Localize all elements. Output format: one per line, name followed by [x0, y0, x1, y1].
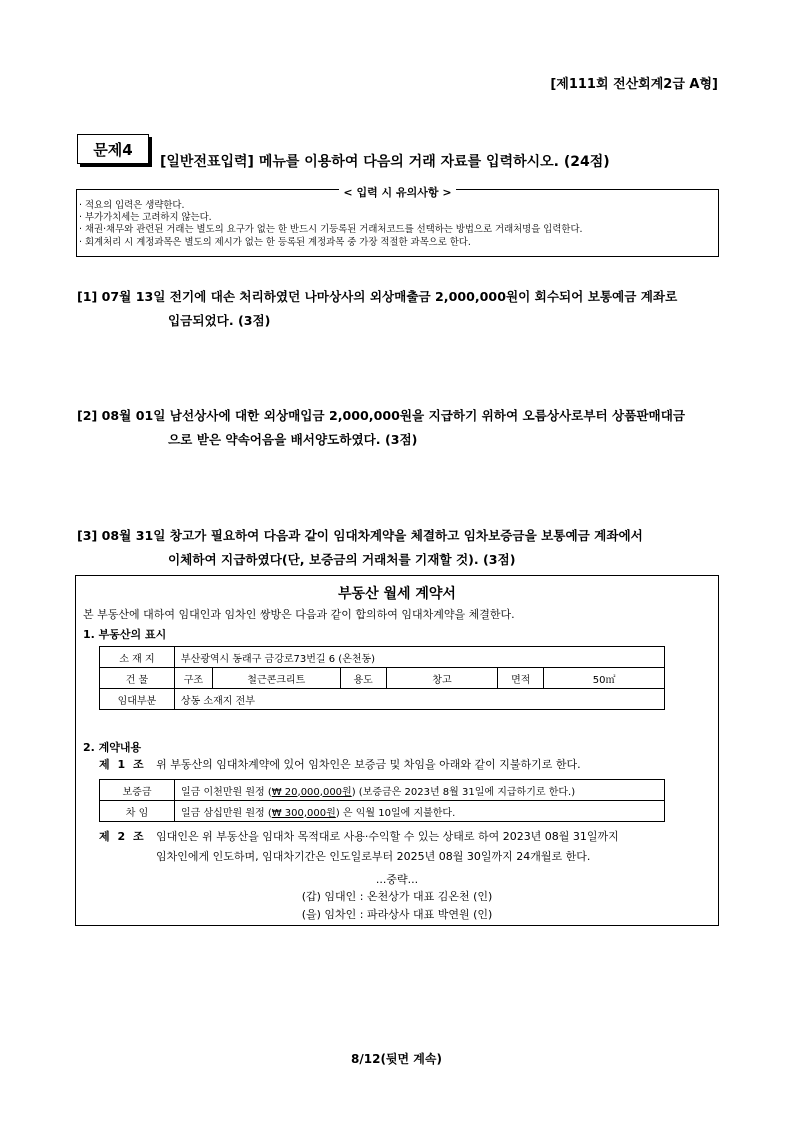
article-2-line2: 임차인에게 인도하며, 임대차기간은 인도일로부터 2025년 08월 30일까지 24개월로 한다.: [156, 850, 591, 863]
rent-amount: ₩ 300,000원: [271, 807, 336, 819]
problem-1: [77, 285, 677, 333]
deposit-value: [175, 780, 665, 801]
area-value: 50㎡: [544, 668, 665, 689]
rent-suffix: ) 은 익월 10일에 지불한다.: [335, 807, 456, 819]
lessee-signature: (을) 임차인 : 파라상사 대표 박연원 (인): [301, 908, 493, 921]
table-row: [100, 668, 665, 689]
article-2-label: 제 2 조: [99, 830, 146, 843]
problem-2-line1: [2] 08월 01일 남선상사에 대한 외상매입금 2,000,000원을 지급하기 위하여 오름상사로부터 상품판매대금: [77, 408, 686, 423]
payment-table: [99, 779, 665, 822]
question-number-box: [77, 134, 149, 164]
location-label: 소 재 지: [100, 647, 175, 668]
note-item: · 회계처리 시 계정과목은 별도의 제시가 없는 한 등록된 계정과목 중 가장 적절한 과목으로 한다.: [79, 236, 471, 248]
article-1: [99, 755, 581, 775]
lease-contract: [75, 575, 719, 926]
contract-title: 부동산 월세 계약서: [338, 586, 456, 602]
note-item: · 적요의 입력은 생략한다.: [79, 200, 185, 211]
rent-value: [175, 801, 665, 822]
problem-1-line1: [1] 07월 13일 전기에 대손 처리하였던 나마상사의 외상매출금 2,000,000원이 회수되어 보통예금 계좌로: [77, 289, 678, 304]
note-item: · 채권·채무와 관련된 거래는 별도의 요구가 없는 한 반드시 기등록된 거래처코드를 선택하는 방법으로 거래처명을 입력한다.: [79, 224, 583, 236]
article-2-line1: 임대인은 위 부동산을 임대차 목적대로 사용·수익할 수 있는 상태로 하여 2023년 08월 31일까지: [156, 830, 619, 843]
property-table: [99, 646, 665, 710]
problem-3-line1: [3] 08월 31일 창고가 필요하여 다음과 같이 임대차계약을 체결하고 임차보증금을 보통예금 계좌에서: [77, 528, 643, 543]
table-row: [100, 647, 665, 668]
exam-tag: [제111회 전산회계2급 A형]: [550, 77, 718, 92]
article-1-label: 제 1 조: [99, 758, 146, 771]
section-terms: 2. 계약내용: [83, 741, 142, 754]
deposit-amount: ₩ 20,000,000원: [271, 786, 352, 798]
area-label: 면적: [498, 668, 544, 689]
omitted-text: ...중략...: [375, 873, 419, 886]
input-notes-box: [76, 186, 719, 257]
section-property: 1. 부동산의 표시: [83, 628, 167, 641]
problem-2-line2: 으로 받은 약속어음을 배서양도하였다. (3점): [168, 432, 418, 447]
location-value: 부산광역시 동래구 금강로73번길 6 (온천동): [174, 647, 664, 668]
lease-part-value: 상동 소재지 전부: [174, 689, 664, 710]
article-1-text: 위 부동산의 임대차계약에 있어 임차인은 보증금 및 차임을 아래와 같이 지불하기로 한다.: [156, 758, 581, 771]
problem-2: [77, 404, 685, 452]
deposit-prefix: 일금 이천만원 원정 (: [181, 786, 272, 798]
question-number: 문제4: [93, 140, 133, 159]
rent-prefix: 일금 삼십만원 원정 (: [181, 807, 272, 819]
question-title: [일반전표입력] 메뉴를 이용하여 다음의 거래 자료를 입력하시오. (24점): [160, 154, 610, 170]
problem-1-line2: 입금되었다. (3점): [168, 313, 271, 328]
structure-value: 철근콘크리트: [212, 668, 340, 689]
deposit-label: 보증금: [100, 780, 175, 801]
lessor-signature: (갑) 임대인 : 온천상가 대표 김온천 (인): [301, 890, 493, 903]
table-row: [100, 689, 665, 710]
problem-3: [77, 524, 643, 572]
structure-label: 구조: [174, 668, 212, 689]
use-label: 용도: [340, 668, 386, 689]
article-2: [99, 827, 619, 847]
notes-legend: < 입력 시 유의사항 >: [339, 186, 455, 199]
table-row: [100, 801, 665, 822]
page-footer: 8/12(뒷면 계속): [351, 1052, 442, 1066]
problem-3-line2: 이체하여 지급하였다(단, 보증금의 거래처를 기재할 것). (3점): [168, 552, 516, 567]
rent-label: 차 임: [100, 801, 175, 822]
table-row: [100, 780, 665, 801]
use-value: 창고: [386, 668, 498, 689]
note-item: · 부가가치세는 고려하지 않는다.: [79, 212, 212, 224]
lease-part-label: 임대부분: [100, 689, 175, 710]
deposit-suffix: ) (보증금은 2023년 8월 31일에 지급하기로 한다.): [351, 786, 576, 798]
contract-intro: 본 부동산에 대하여 임대인과 임차인 쌍방은 다음과 같이 합의하여 임대차계약을 체결한다.: [83, 608, 515, 621]
building-label: 건 물: [100, 668, 175, 689]
